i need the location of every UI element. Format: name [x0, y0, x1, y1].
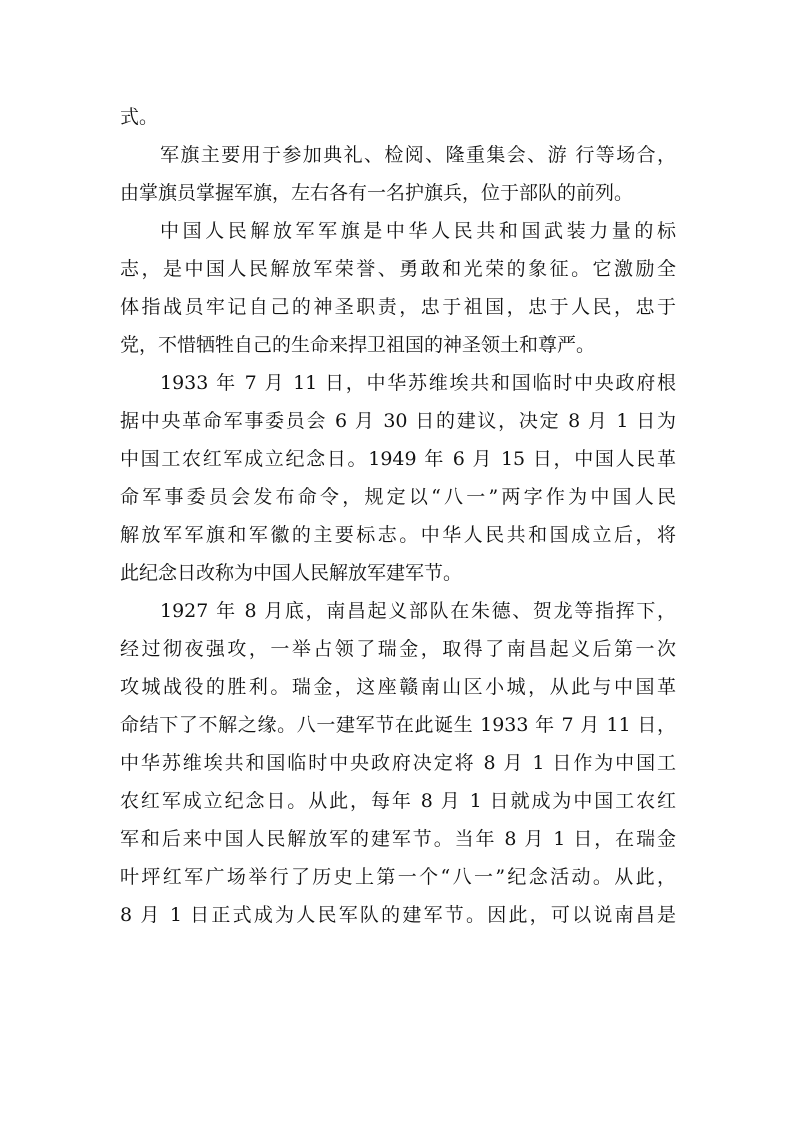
- paragraph-4-line-6: 军和后来中国人民解放军的建军节。当年 8 月 1 日，在瑞金: [120, 828, 676, 850]
- paragraph-3-line-4: 解放军军旗和军徽的主要标志。中华人民共和国成立后，将: [120, 524, 676, 546]
- paragraph-3-line-2: 中国工农红军成立纪念日。1949 年 6 月 15 日，中国人民革: [120, 448, 676, 470]
- paragraph-3-line-5: 此纪念日改称为中国人民解放军建军节。: [120, 562, 463, 584]
- paragraph-4-line-3: 命结下了不解之缘。八一建军节在此诞生 1933 年 7 月 11 日，: [120, 714, 676, 736]
- paragraph-3-line-1: 据中央革命军事委员会 6 月 30 日的建议，决定 8 月 1 日为: [120, 410, 676, 432]
- paragraph-4-line-0: 1927 年 8 月底，南昌起义部队在朱德、贺龙等指挥下，: [160, 600, 676, 622]
- paragraph-1-line-0: 军旗主要用于参加典礼、检阅、隆重集会、游 行等场合，: [160, 144, 676, 166]
- paragraph-2-line-3: 党，不惜牺牲自己的生命来捍卫祖国的神圣领土和尊严。: [120, 334, 596, 356]
- paragraph-0-line-0: 式。: [120, 106, 159, 128]
- paragraph-2-line-2: 体指战员牢记自己的神圣职责，忠于祖国，忠于人民，忠于: [120, 296, 676, 318]
- document-body: [120, 98, 676, 934]
- paragraph-2-line-0: 中国人民解放军军旗是中华人民共和国武装力量的标: [160, 220, 676, 242]
- paragraph-4-line-7: 叶坪红军广场举行了历史上第一个“八一”纪念活动。从此，: [120, 866, 676, 888]
- paragraph-1-line-1: 由掌旗员掌握军旗，左右各有一名护旗兵，位于部队的前列。: [120, 182, 634, 204]
- paragraph-4-line-1: 经过彻夜强攻，一举占领了瑞金，取得了南昌起义后第一次: [120, 638, 676, 660]
- paragraph-4-line-4: 中华苏维埃共和国临时中央政府决定将 8 月 1 日作为中国工: [120, 752, 676, 774]
- paragraph-4-line-8: 8 月 1 日正式成为人民军队的建军节。因此，可以说南昌是: [120, 904, 676, 926]
- paragraph-3-line-0: 1933 年 7 月 11 日，中华苏维埃共和国临时中央政府根: [160, 372, 676, 394]
- paragraph-3-line-3: 命军事委员会发布命令，规定以“八一”两字作为中国人民: [120, 486, 676, 508]
- paragraph-2-line-1: 志，是中国人民解放军荣誉、勇敢和光荣的象征。它激励全: [120, 258, 676, 280]
- paragraph-4-line-5: 农红军成立纪念日。从此，每年 8 月 1 日就成为中国工农红: [120, 790, 676, 812]
- paragraph-4-line-2: 攻城战役的胜利。瑞金，这座赣南山区小城，从此与中国革: [120, 676, 676, 698]
